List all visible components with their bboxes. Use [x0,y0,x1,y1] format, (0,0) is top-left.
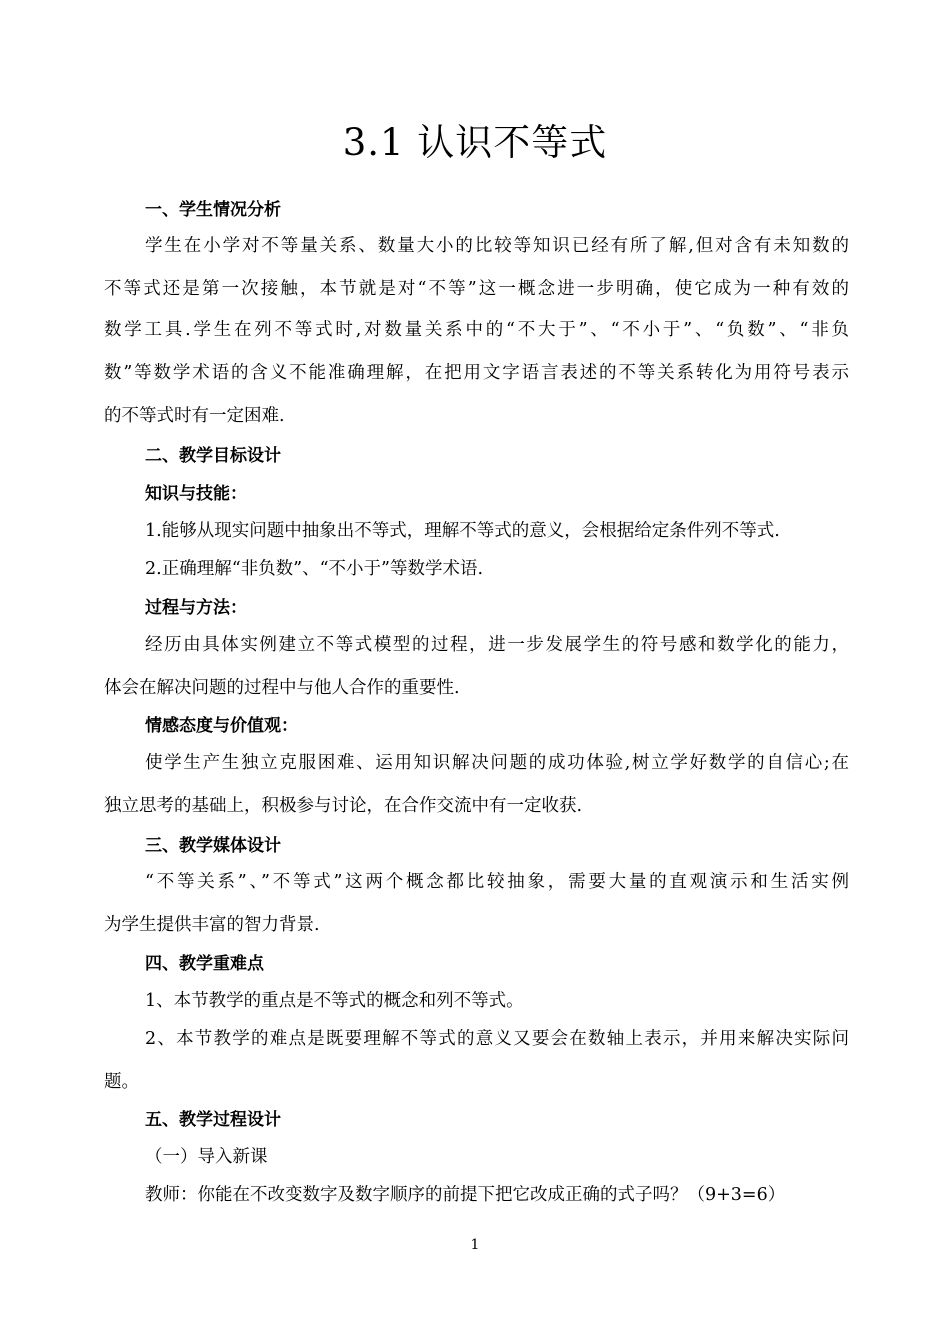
list-item: 2.正确理解“非负数”、“不小于”等数学术语. [145,559,484,579]
paragraph-line: 的不等式时有一定困难. [104,406,285,426]
paragraph-line: 题。 [104,1072,139,1092]
paragraph-line: 数学工具.学生在列不等式时,对数量关系中的“不大于”、“不小于”、“负数”、“非负 [104,320,849,340]
paragraph-line: 体会在解决问题的过程中与他人合作的重要性. [104,678,460,698]
section-heading-3: 三、教学媒体设计 [145,836,281,856]
section-heading-4: 四、教学重难点 [145,954,264,974]
page-number: 1 [470,1237,480,1253]
list-item: 1.能够从现实问题中抽象出不等式，理解不等式的意义，会根据给定条件列不等式. [145,521,780,541]
paragraph-line: 不等式还是第一次接触，本节就是对“不等”这一概念进一步明确，使它成为一种有效的 [104,279,849,299]
paragraph-line: “不等关系”、”不等式”这两个概念都比较抽象，需要大量的直观演示和生活实例 [145,872,849,892]
paragraph-line: 数”等数学术语的含义不能准确理解，在把用文字语言表述的不等关系转化为用符号表示 [104,363,849,383]
list-item: 1、本节教学的重点是不等式的概念和列不等式。 [145,991,524,1011]
paragraph-line: 使学生产生独立克服困难、运用知识解决问题的成功体验,树立学好数学的自信心;在 [145,753,849,773]
section-heading-2: 二、教学目标设计 [145,446,281,466]
paragraph-line: 为学生提供丰富的智力背景. [104,915,320,935]
paragraph-line: 学生在小学对不等量关系、数量大小的比较等知识已经有所了解,但对含有未知数的 [145,236,849,256]
subheading-process: 过程与方法： [145,598,247,618]
paragraph-line: 经历由具体实例建立不等式模型的过程，进一步发展学生的符号感和数学化的能力， [145,635,849,655]
subheading-knowledge: 知识与技能： [145,484,247,504]
section-heading-1: 一、学生情况分析 [145,200,281,220]
list-item: 2、本节教学的难点是既要理解不等式的意义又要会在数轴上表示，并用来解决实际问 [145,1029,849,1049]
paragraph-line: 独立思考的基础上，积极参与讨论，在合作交流中有一定收获. [104,796,583,816]
page-title: 3.1 认识不等式 [342,121,608,164]
paragraph-line: 教师：你能在不改变数字及数字顺序的前提下把它改成正确的式子吗？（9+3=6） [145,1185,786,1205]
section-heading-5: 五、教学过程设计 [145,1110,281,1130]
subsection-label: （一）导入新课 [145,1147,268,1167]
subheading-attitude: 情感态度与价值观： [145,716,298,736]
